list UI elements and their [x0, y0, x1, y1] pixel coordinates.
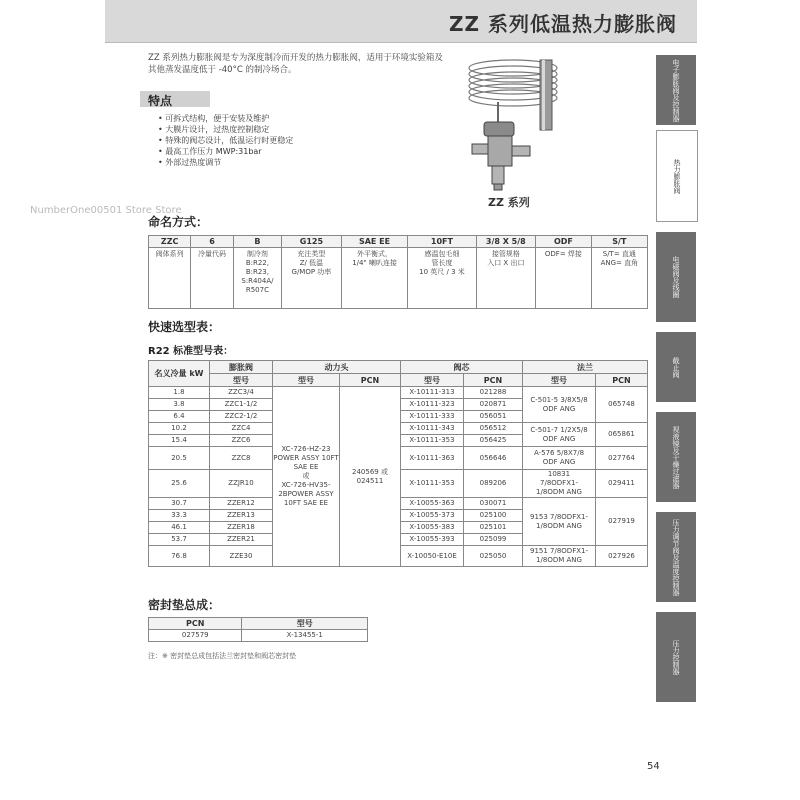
page-title: ZZ 系列低温热力膨胀阀 [449, 12, 677, 36]
capacity-cell: 3.8 [149, 399, 210, 411]
core-model-cell: X-10111-333 [401, 411, 464, 423]
header-bar [105, 0, 697, 43]
flange-model-cell: A-576 5/8X7/8 ODF ANG [523, 447, 596, 470]
tab-electronic-expansion-valve[interactable]: 电子膨胀阀及控制器 [656, 55, 696, 125]
valve-product-image [458, 52, 588, 192]
flange-pcn-header: PCN [596, 374, 648, 387]
feature-item: • 大膜片设计，过热度控制稳定 [158, 124, 293, 135]
core-pcn-cell: 025100 [464, 510, 523, 522]
core-pcn-header: PCN [464, 374, 523, 387]
footnote: 注：※ 密封垫总成包括法兰密封垫和阀芯密封垫 [148, 652, 297, 660]
core-model-cell: X-10111-363 [401, 447, 464, 470]
flange-pcn-cell: 027764 [596, 447, 648, 470]
capacity-cell: 10.2 [149, 423, 210, 435]
core-pcn-cell: 056051 [464, 411, 523, 423]
feature-list [158, 113, 293, 168]
flange-pcn-cell: 065861 [596, 423, 648, 447]
valve-model-cell: ZZER12 [210, 498, 273, 510]
flange-pcn-cell: 029411 [596, 470, 648, 498]
naming-value: 外平衡式， 1/4" 喇叭连接 [341, 248, 408, 309]
feature-item: • 特殊的阀芯设计，低温运行时更稳定 [158, 135, 293, 146]
valve-model-cell: ZZE30 [210, 546, 273, 567]
seal-model-header: 型号 [242, 618, 368, 630]
seal-table [148, 617, 368, 642]
capacity-cell: 33.3 [149, 510, 210, 522]
core-model-cell: X-10055-383 [401, 522, 464, 534]
page-number: 54 [647, 761, 660, 772]
feature-item: • 外部过热度调节 [158, 157, 293, 168]
flange-model-cell: 9151 7/8ODFX1- 1/8ODM ANG [523, 546, 596, 567]
naming-header: 6 [191, 236, 233, 248]
seal-pcn-cell: 027579 [149, 630, 242, 642]
capacity-cell: 20.5 [149, 447, 210, 470]
core-model-cell: X-10055-373 [401, 510, 464, 522]
core-model-cell: X-10050-E10E [401, 546, 464, 567]
naming-value: 冷量代码 [191, 248, 233, 309]
valve-model-cell: ZZC3/4 [210, 387, 273, 399]
core-pcn-cell: 089206 [464, 470, 523, 498]
naming-header: SAE EE [341, 236, 408, 248]
tab-solenoid-valve[interactable]: 电磁阀及线圈 [656, 232, 696, 322]
flange-model-cell: C-501-5 3/8X5/8 ODF ANG [523, 387, 596, 423]
naming-heading: 命名方式： [148, 215, 209, 229]
naming-header: ODF [536, 236, 592, 248]
core-pcn-cell: 021288 [464, 387, 523, 399]
valve-header: 膨胀阀 [210, 361, 273, 374]
core-model-cell: X-10111-353 [401, 470, 464, 498]
feature-item: • 最高工作压力 MWP:31bar [158, 146, 293, 157]
valve-model-header: 型号 [210, 374, 273, 387]
core-pcn-cell: 020871 [464, 399, 523, 411]
valve-model-cell: ZZJR10 [210, 470, 273, 498]
capacity-cell: 25.6 [149, 470, 210, 498]
table-row [149, 387, 648, 399]
core-model-header: 型号 [401, 374, 464, 387]
core-pcn-cell: 030071 [464, 498, 523, 510]
capacity-cell: 53.7 [149, 534, 210, 546]
naming-header: 3/8 X 5/8 [476, 236, 536, 248]
core-pcn-cell: 056425 [464, 435, 523, 447]
flange-pcn-cell: 065748 [596, 387, 648, 423]
valve-model-cell: ZZER13 [210, 510, 273, 522]
watermark: NumberOne00501 Store Store [30, 205, 182, 216]
power-model-header: 型号 [273, 374, 340, 387]
power-pcn-cell: 240569 或 024511 [340, 387, 401, 567]
naming-value: 感温包毛细 管长度 10 英尺 / 3 米 [408, 248, 476, 309]
seal-model-cell: X-13455-1 [242, 630, 368, 642]
capacity-cell: 1.8 [149, 387, 210, 399]
core-model-cell: X-10111-313 [401, 387, 464, 399]
naming-header: B [233, 236, 281, 248]
naming-header: G125 [282, 236, 342, 248]
core-model-cell: X-10111-353 [401, 435, 464, 447]
naming-value: S/T= 直通 ANG= 直角 [591, 248, 647, 309]
power-model-cell: XC-726-HZ-23 POWER ASSY 10FT SAE EE 或 XC-726-HV35- 2BPOWER ASSY 10FT SAE EE [273, 387, 340, 567]
selection-table [148, 360, 648, 567]
core-pcn-cell: 056646 [464, 447, 523, 470]
naming-header: S/T [591, 236, 647, 248]
naming-value: ODF= 焊接 [536, 248, 592, 309]
naming-header: 10FT [408, 236, 476, 248]
valve-model-cell: ZZC8 [210, 447, 273, 470]
capacity-cell: 30.7 [149, 498, 210, 510]
side-tabs [656, 0, 698, 800]
valve-model-cell: ZZER18 [210, 522, 273, 534]
flange-model-cell: C-501-7 1/2X5/8 ODF ANG [523, 423, 596, 447]
product-caption: ZZ 系列 [488, 196, 530, 209]
valve-model-cell: ZZC2-1/2 [210, 411, 273, 423]
naming-header: ZZC [149, 236, 191, 248]
core-header: 阀芯 [401, 361, 523, 374]
flange-model-cell: 9153 7/8ODFX1- 1/8ODM ANG [523, 498, 596, 546]
core-model-cell: X-10055-363 [401, 498, 464, 510]
flange-model-cell: 10831 7/8ODFX1- 1/8ODM ANG [523, 470, 596, 498]
valve-model-cell: ZZC1-1/2 [210, 399, 273, 411]
quick-selection-heading: 快速选型表： [148, 320, 221, 334]
feature-item: • 可拆式结构，便于安装及维护 [158, 113, 293, 124]
flange-pcn-cell: 027919 [596, 498, 648, 546]
capacity-cell: 6.4 [149, 411, 210, 423]
core-model-cell: X-10055-393 [401, 534, 464, 546]
power-pcn-header: PCN [340, 374, 401, 387]
seal-pcn-header: PCN [149, 618, 242, 630]
tab-shutoff-valve[interactable]: 截止阀 [656, 332, 696, 402]
core-pcn-cell: 056512 [464, 423, 523, 435]
core-model-cell: X-10111-323 [401, 399, 464, 411]
capacity-cell: 15.4 [149, 435, 210, 447]
intro-text: ZZ 系列热力膨胀阀是专为深度制冷而开发的热力膨胀阀，适用于环境实验箱及其他蒸发温度低于 -40°C 的制冷场合。 [148, 53, 443, 75]
capacity-cell: 76.8 [149, 546, 210, 567]
naming-table [148, 235, 648, 309]
capacity-cell: 46.1 [149, 522, 210, 534]
valve-model-cell: ZZER21 [210, 534, 273, 546]
flange-model-header: 型号 [523, 374, 596, 387]
valve-model-cell: ZZC6 [210, 435, 273, 447]
features-heading: 特点 [148, 94, 173, 108]
core-pcn-cell: 025050 [464, 546, 523, 567]
capacity-header: 名义冷量 kW [149, 361, 210, 387]
tab-pressure-controller[interactable]: 压力控制器 [656, 612, 696, 702]
flange-header: 法兰 [523, 361, 648, 374]
core-model-cell: X-10111-343 [401, 423, 464, 435]
naming-value: 充注类型 Z/ 低温 G/MOP 功率 [282, 248, 342, 309]
tab-thermal-expansion-valve[interactable]: 热力膨胀阀 [656, 130, 698, 222]
seal-heading: 密封垫总成： [148, 598, 221, 612]
core-pcn-cell: 025101 [464, 522, 523, 534]
tab-sight-glass-filter[interactable]: 视液镜及干燥过滤器 [656, 412, 696, 502]
naming-value: 制冷剂 B:R22, B:R23, S:R404A/ R507C [233, 248, 281, 309]
power-head-header: 动力头 [273, 361, 401, 374]
flange-pcn-cell: 027926 [596, 546, 648, 567]
naming-value: 阀体系列 [149, 248, 191, 309]
valve-model-cell: ZZC4 [210, 423, 273, 435]
naming-value: 接管规格 入口 X 出口 [476, 248, 536, 309]
tab-pressure-regulator[interactable]: 压力调节阀及温度控制器 [656, 512, 696, 602]
r22-subheading: R22 标准型号表： [148, 346, 234, 357]
core-pcn-cell: 025099 [464, 534, 523, 546]
